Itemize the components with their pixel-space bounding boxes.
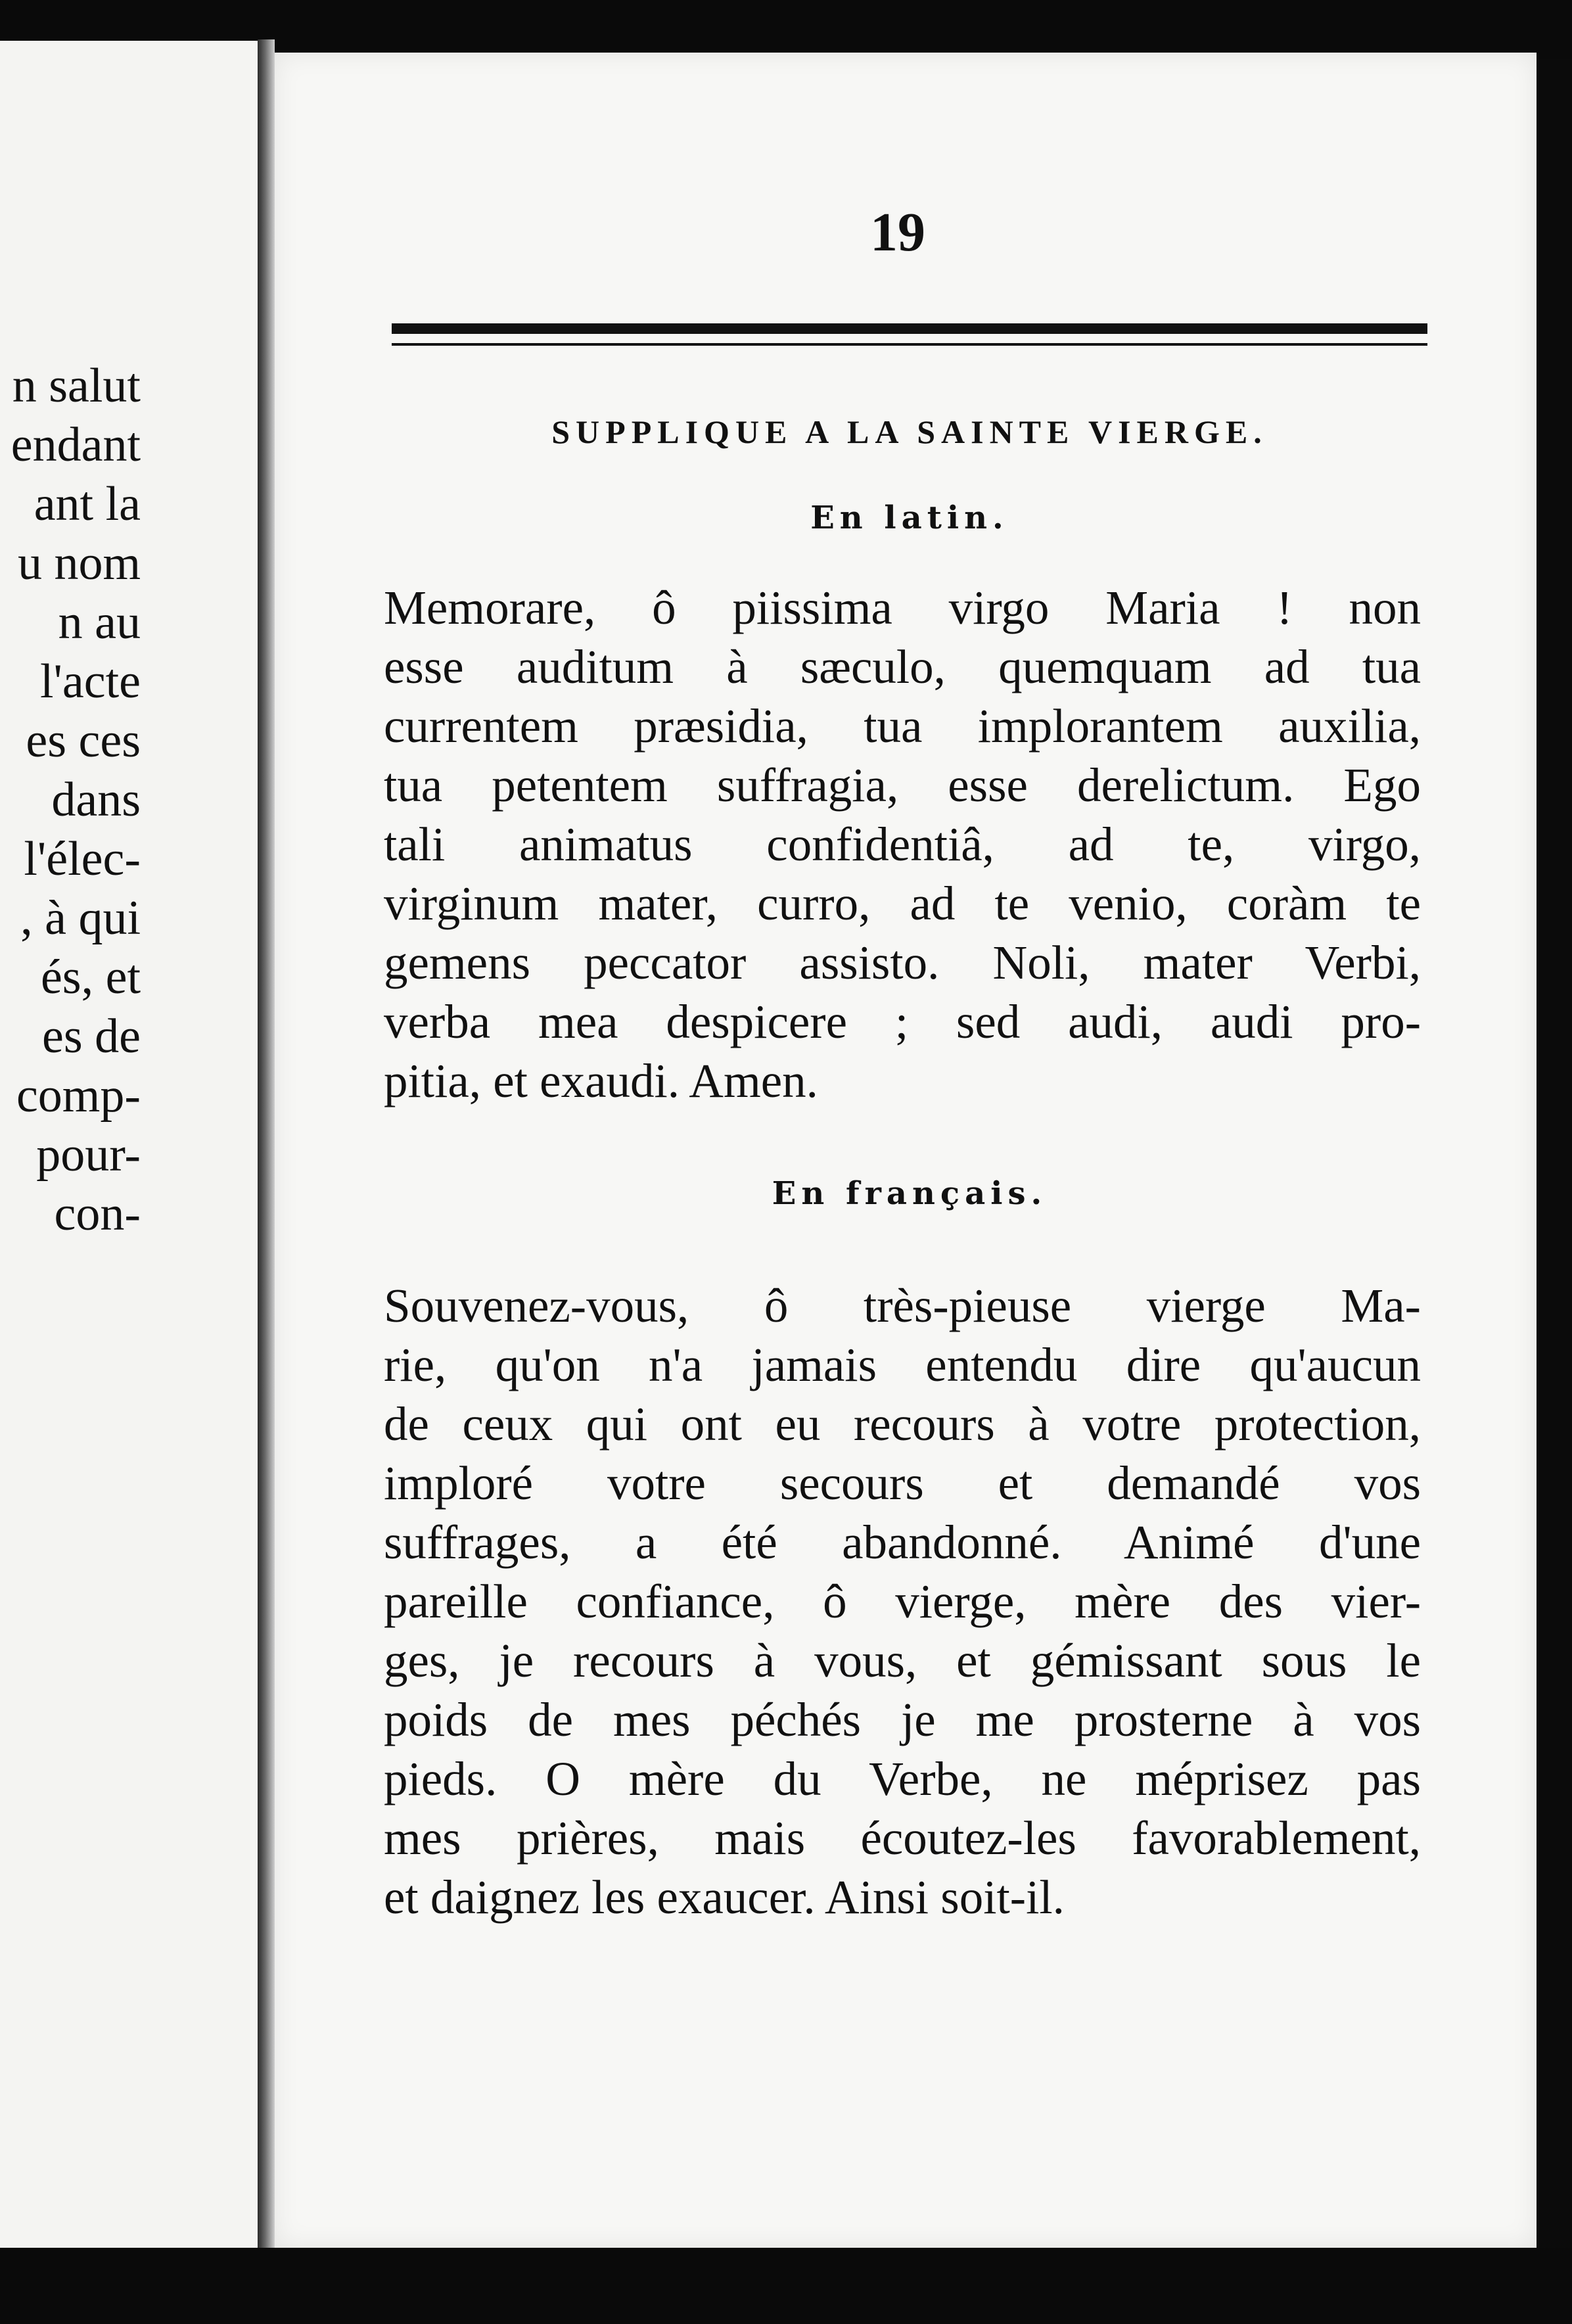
facing-page — [0, 41, 258, 2262]
latin-heading: En latin. — [810, 500, 1009, 536]
french-line: pieds. O mère du Verbe, ne méprisez pas — [384, 1752, 1421, 1805]
french-line: ges, je recours à vous, et gémissant sous le — [384, 1634, 1421, 1687]
facing-page-line: n au — [58, 595, 141, 649]
facing-page-line: ant la — [34, 477, 141, 531]
page-title: SUPPLIQUE A LA SAINTE VIERGE. — [551, 413, 1268, 450]
facing-page-line: es ces — [26, 714, 141, 768]
latin-prayer — [384, 578, 1421, 1111]
latin-line: Memorare, ô piissima virgo Maria ! non — [384, 581, 1421, 634]
french-line: et daignez les exaucer. Ainsi soit-il. — [384, 1871, 1065, 1924]
latin-line: virginum mater, curro, ad te venio, coràm te — [384, 877, 1421, 930]
french-line: rie, qu'on n'a jamais entendu dire qu'aucun — [384, 1338, 1421, 1391]
latin-line: tua petentem suffragia, esse derelictum. Ego — [384, 758, 1421, 812]
latin-line: pitia, et exaudi. Amen. — [384, 1054, 818, 1107]
header-rule-thin — [392, 343, 1427, 346]
french-line: poids de mes péchés je me prosterne à vos — [384, 1693, 1421, 1746]
facing-page-line: u nom — [17, 536, 141, 590]
facing-page-line: endant — [11, 418, 141, 472]
latin-line: tali animatus confidentiâ, ad te, virgo, — [384, 818, 1421, 871]
french-line: mes prières, mais écoutez-les favorablement, — [384, 1811, 1421, 1865]
facing-page-line: pour- — [36, 1128, 141, 1182]
facing-page-line: es de — [42, 1010, 141, 1063]
facing-page-line: n salut — [12, 359, 141, 413]
facing-page-text — [0, 356, 141, 1243]
header-rule-thick — [392, 323, 1427, 334]
facing-page-line: l'acte — [40, 655, 141, 709]
facing-page-line: comp- — [16, 1069, 141, 1123]
french-line: suffrages, a été abandonné. Animé d'une — [384, 1516, 1421, 1569]
latin-line: verba mea despicere ; sed audi, audi pro- — [384, 995, 1421, 1048]
book-gutter — [258, 39, 275, 2274]
facing-page-line: dans — [51, 773, 141, 827]
french-line: pareille confiance, ô vierge, mère des vier- — [384, 1575, 1421, 1628]
facing-page-line: con- — [54, 1187, 141, 1241]
french-prayer — [384, 1276, 1421, 1927]
latin-line: gemens peccator assisto. Noli, mater Verbi, — [384, 936, 1421, 989]
french-line: imploré votre secours et demandé vos — [384, 1456, 1421, 1510]
facing-page-line: és, et — [40, 950, 141, 1004]
facing-page-line: , à qui — [20, 891, 141, 945]
french-line: Souvenez-vous, ô très-pieuse vierge Ma- — [384, 1279, 1421, 1332]
french-heading: En français. — [772, 1175, 1048, 1212]
scan-bottom-border — [0, 2248, 1572, 2324]
facing-page-line: l'élec- — [24, 832, 141, 886]
french-line: de ceux qui ont eu recours à votre protection, — [384, 1397, 1421, 1451]
latin-line: currentem præsidia, tua implorantem auxilia, — [384, 699, 1421, 753]
page-number: 19 — [870, 202, 925, 263]
latin-line: esse auditum à sæculo, quemquam ad tua — [384, 640, 1421, 693]
